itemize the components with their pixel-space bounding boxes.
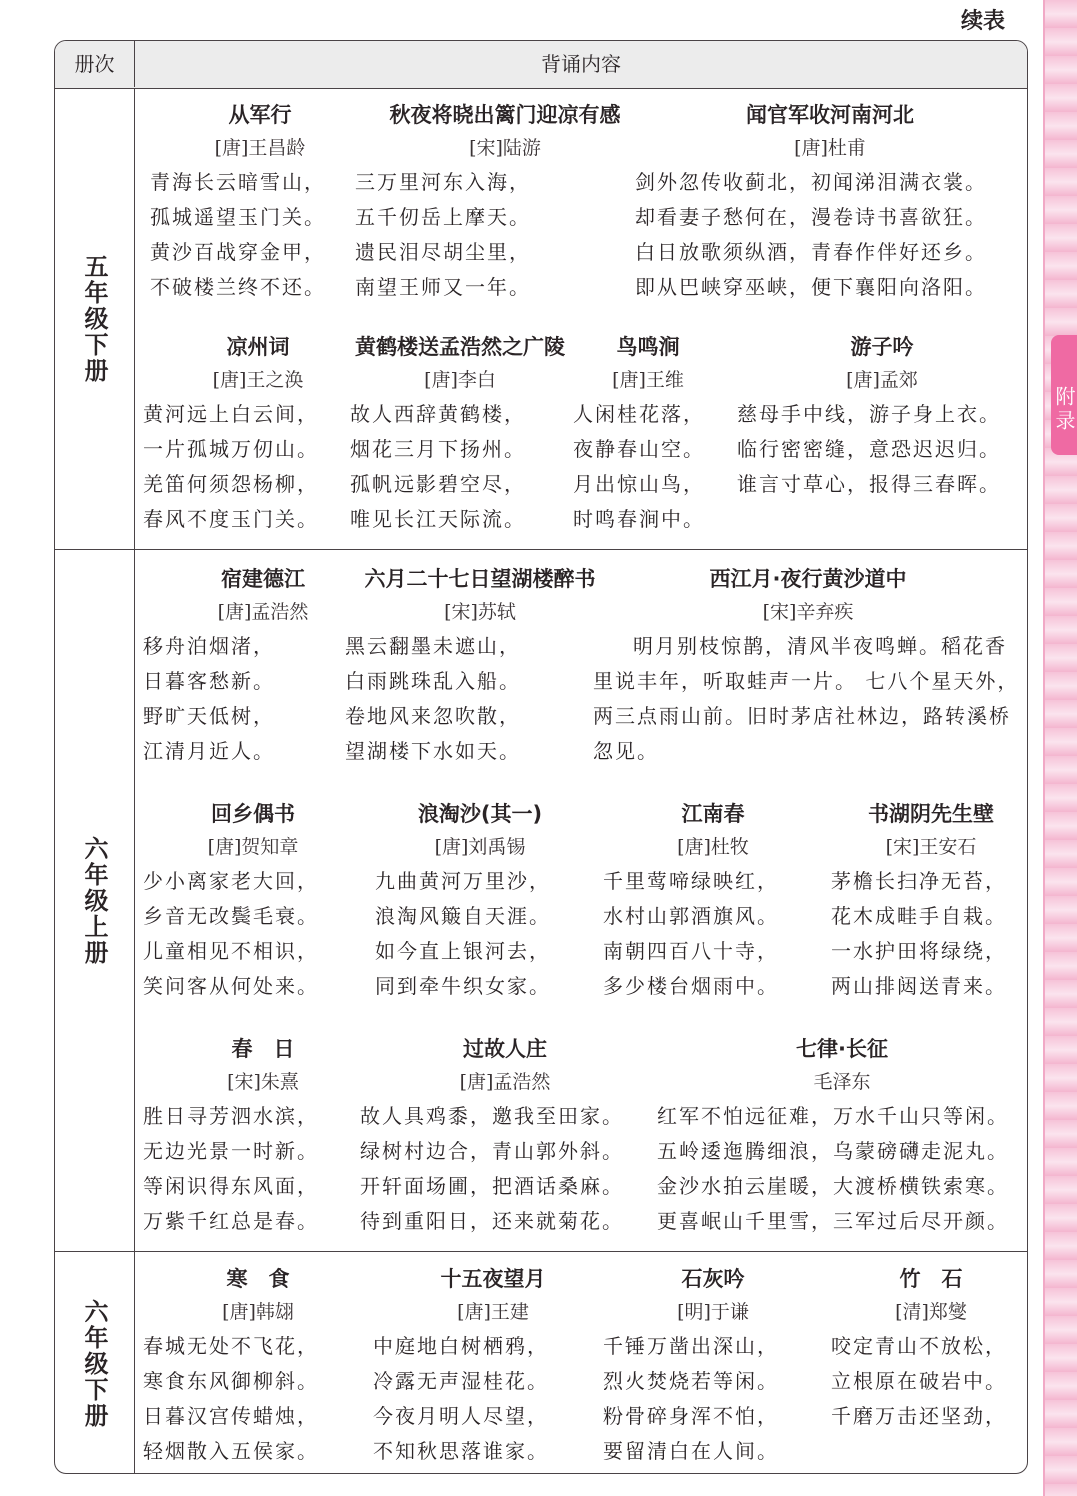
poem-line: 卷地风来忽吹散， — [345, 704, 521, 728]
poem-block — [373, 1263, 613, 1469]
poem-line: 今夜月明人尽望， — [373, 1404, 549, 1428]
poem-line: 绿树村边合，青山郭外斜。 — [360, 1139, 624, 1163]
poem-line: 时鸣春涧中。 — [573, 507, 705, 531]
poem-line: 乡音无改鬓毛衰。 — [143, 904, 319, 928]
poem-line: 更喜岷山千里雪，三军过后尽开颜。 — [657, 1209, 1009, 1233]
poem-line: 故人具鸡黍，邀我至田家。 — [360, 1104, 624, 1128]
poem-line: 浪淘风簸自天涯。 — [375, 904, 551, 928]
poem-line: 白雨跳珠乱入船。 — [345, 669, 521, 693]
poem-line: 等闲识得东风面， — [143, 1174, 319, 1198]
poem-line: 剑外忽传收蓟北，初闻涕泪满衣裳。 — [635, 170, 987, 194]
poem-author: [宋]陆游 — [469, 137, 541, 159]
poem-author: [清]郑燮 — [895, 1301, 967, 1323]
poem-title: 回乡偶书 — [211, 802, 295, 826]
continued-label: 续表 — [960, 9, 1005, 34]
poem-author: [唐]杜甫 — [794, 137, 866, 159]
poem-line: 万紫千红总是春。 — [143, 1209, 319, 1233]
poem-author: [宋]苏轼 — [444, 601, 516, 623]
poem-line: 月出惊山鸟， — [573, 472, 705, 496]
poem-author: [宋]辛弃疾 — [762, 601, 854, 623]
poem-line: 移舟泊烟渚， — [143, 634, 275, 658]
poem-line: 即从巴峡穿巫峡，便下襄阳向洛阳。 — [635, 275, 987, 299]
poem-line: 南望王师又一年。 — [355, 275, 531, 299]
poem-title: 黄鹤楼送孟浩然之广陵 — [355, 335, 565, 359]
poem-title: 春 日 — [231, 1037, 295, 1061]
poem-line: 金沙水拍云崖暖，大渡桥横铁索寒。 — [657, 1174, 1009, 1198]
poem-line: 三万里河东入海， — [355, 170, 531, 194]
poem-block — [573, 331, 723, 537]
poem-line: 孤帆远影碧空尽， — [350, 472, 526, 496]
poem-block — [143, 798, 363, 1004]
poem-title: 浪淘沙(其一) — [417, 802, 543, 826]
poem-block — [831, 798, 1028, 1004]
poem-author: [唐]王之涣 — [212, 369, 304, 391]
poem-title: 宿建德江 — [221, 567, 305, 591]
poem-block — [603, 798, 823, 1004]
poem-block — [593, 563, 1023, 769]
poem-line: 遗民泪尽胡尘里， — [355, 240, 531, 264]
poem-block — [657, 1033, 1027, 1239]
poem-title: 竹 石 — [899, 1267, 963, 1291]
poem-author: [唐]贺知章 — [207, 836, 299, 858]
poem-line: 黄沙百战穿金甲， — [150, 240, 326, 264]
poem-title: 寒 食 — [226, 1267, 290, 1291]
poem-title: 秋夜将晓出篱门迎凉有感 — [389, 103, 621, 127]
poem-title: 书湖阴先生壁 — [868, 802, 994, 826]
poem-block — [375, 798, 585, 1004]
poem-line: 寒食东风御柳斜。 — [143, 1369, 319, 1393]
poem-title: 闻官军收河南河北 — [746, 103, 914, 127]
volume-label-grade5-b: 五年级下册 — [55, 89, 135, 549]
poem-line: 无边光景一时新。 — [143, 1139, 319, 1163]
poem-block — [355, 99, 655, 305]
poem-author: [唐]杜牧 — [677, 836, 749, 858]
poem-line: 千里莺啼绿映红， — [603, 869, 779, 893]
poem-author: [唐]王昌龄 — [214, 137, 306, 159]
poem-author: [宋]朱熹 — [227, 1071, 299, 1093]
poem-author: [唐]孟浩然 — [217, 601, 309, 623]
poem-line: 笑问客从何处来。 — [143, 974, 319, 998]
poem-line: 九曲黄河万里沙， — [375, 869, 551, 893]
poem-line: 羌笛何须怨杨柳， — [143, 472, 319, 496]
poem-line: 要留清白在人间。 — [603, 1439, 779, 1463]
poem-author: [唐]韩翃 — [222, 1301, 294, 1323]
poem-author: [唐]孟浩然 — [459, 1071, 551, 1093]
poem-line: 江清月近人。 — [143, 739, 275, 763]
table-header — [55, 41, 1027, 89]
poem-line: 黑云翻墨未遮山， — [345, 634, 521, 658]
poem-line: 花木成畦手自栽。 — [831, 904, 1007, 928]
row-divider — [55, 549, 1027, 550]
recitation-table — [54, 40, 1028, 1474]
poem-line: 千磨万击还坚劲， — [831, 1404, 1007, 1428]
poem-title: 游子吟 — [850, 335, 914, 359]
poem-block — [150, 99, 370, 305]
poem-title: 西江月·夜行黄沙道中 — [709, 567, 907, 591]
poem-line: 如今直上银河去， — [375, 939, 551, 963]
poem-line: 唯见长江天际流。 — [350, 507, 526, 531]
poem-line: 春风不度玉门关。 — [143, 507, 319, 531]
poem-author: [唐]孟郊 — [846, 369, 918, 391]
poem-line: 故人西辞黄鹤楼， — [350, 402, 526, 426]
poem-title: 七律·长征 — [796, 1037, 888, 1061]
poem-block — [635, 99, 1025, 305]
poem-line: 野旷天低树， — [143, 704, 275, 728]
poem-line: 五千仞岳上摩天。 — [355, 205, 531, 229]
poem-line: 粉骨碎身浑不怕， — [603, 1404, 779, 1428]
poem-line: 临行密密缝，意恐迟迟归。 — [737, 437, 1001, 461]
poem-line: 胜日寻芳泗水滨， — [143, 1104, 319, 1128]
poem-title: 十五夜望月 — [440, 1267, 546, 1291]
row-divider — [55, 1251, 1027, 1252]
poem-block — [350, 331, 570, 537]
poem-line: 黄河远上白云间， — [143, 402, 319, 426]
poem-author: 毛泽东 — [813, 1071, 871, 1093]
poem-line: 立根原在破岩中。 — [831, 1369, 1007, 1393]
poem-line: 少小离家老大回， — [143, 869, 319, 893]
poem-line: 夜静春山空。 — [573, 437, 705, 461]
poem-line: 儿童相见不相识， — [143, 939, 319, 963]
poem-line: 一片孤城万仞山。 — [143, 437, 319, 461]
poem-block — [143, 1263, 373, 1469]
poem-line: 慈母手中线，游子身上衣。 — [737, 402, 1001, 426]
poem-line: 茅檐长扫净无苔， — [831, 869, 1007, 893]
poem-title: 石灰吟 — [681, 1267, 745, 1291]
poem-title: 凉州词 — [226, 335, 290, 359]
poem-text: 明月别枝惊鹊，清风半夜鸣蝉。稻花香里说丰年，听取蛙声一片。 七八个星天外，两三点雨山前。旧时茅店社林边，路转溪桥忽见。 — [593, 634, 1020, 763]
volume-label-grade6-a: 六年级上册 — [55, 550, 135, 1251]
poem-author: [唐]刘禹锡 — [434, 836, 526, 858]
poem-line: 水村山郭酒旗风。 — [603, 904, 779, 928]
poem-line: 望湖楼下水如天。 — [345, 739, 521, 763]
poem-author: [唐]王维 — [612, 369, 684, 391]
poem-line: 千锤万凿出深山， — [603, 1334, 779, 1358]
header-content: 背诵内容 — [541, 52, 621, 76]
poem-line: 轻烟散入五侯家。 — [143, 1439, 319, 1463]
poem-line: 五岭逶迤腾细浪，乌蒙磅礴走泥丸。 — [657, 1139, 1009, 1163]
decorative-pink-border — [1043, 0, 1077, 1496]
poem-author: [宋]王安石 — [885, 836, 977, 858]
poem-title: 六月二十七日望湖楼醉书 — [364, 567, 596, 591]
poem-line: 烟花三月下扬州。 — [350, 437, 526, 461]
poem-line: 烈火焚烧若等闲。 — [603, 1369, 779, 1393]
poem-line: 不知秋思落谁家。 — [373, 1439, 549, 1463]
poem-line: 不破楼兰终不还。 — [150, 275, 326, 299]
poem-line: 红军不怕远征难，万水千山只等闲。 — [657, 1104, 1009, 1128]
poem-line: 一水护田将绿绕， — [831, 939, 1007, 963]
poem-line: 日暮汉宫传蜡烛， — [143, 1404, 319, 1428]
poem-line: 青海长云暗雪山， — [150, 170, 326, 194]
poem-line: 冷露无声湿桂花。 — [373, 1369, 549, 1393]
poem-line: 咬定青山不放松， — [831, 1334, 1007, 1358]
poem-line: 待到重阳日，还来就菊花。 — [360, 1209, 624, 1233]
poem-block — [831, 1263, 1028, 1434]
poem-title: 从军行 — [228, 103, 292, 127]
poem-line: 中庭地白树栖鸦， — [373, 1334, 549, 1358]
appendix-tab[interactable]: 附录 — [1051, 335, 1077, 455]
header-volume: 册次 — [55, 41, 135, 87]
volume-label-grade6-b: 六年级下册 — [55, 1252, 135, 1474]
poem-line: 孤城遥望玉门关。 — [150, 205, 326, 229]
poem-line: 春城无处不飞花， — [143, 1334, 319, 1358]
poem-line: 开轩面场圃，把酒话桑麻。 — [360, 1174, 624, 1198]
poem-block — [360, 1033, 650, 1239]
poem-title: 过故人庄 — [463, 1037, 547, 1061]
poem-line: 同到牵牛织女家。 — [375, 974, 551, 998]
poem-line: 多少楼台烟雨中。 — [603, 974, 779, 998]
poem-title: 鸟鸣涧 — [616, 335, 680, 359]
poem-line: 白日放歌须纵酒，青春作伴好还乡。 — [635, 240, 987, 264]
poem-line: 人闲桂花落， — [573, 402, 705, 426]
poem-title: 江南春 — [681, 802, 745, 826]
poem-block — [143, 331, 373, 537]
poem-line: 谁言寸草心，报得三春晖。 — [737, 472, 1001, 496]
poem-line: 两山排闼送青来。 — [831, 974, 1007, 998]
poem-author: [唐]王建 — [457, 1301, 529, 1323]
poem-line: 日暮客愁新。 — [143, 669, 275, 693]
poem-author: [唐]李白 — [424, 369, 496, 391]
poem-block — [143, 1033, 383, 1239]
poem-line: 却看妻子愁何在，漫卷诗书喜欲狂。 — [635, 205, 987, 229]
poem-block — [603, 1263, 823, 1469]
poem-line: 南朝四百八十寺， — [603, 939, 779, 963]
poem-block — [345, 563, 615, 769]
poem-author: [明]于谦 — [677, 1301, 749, 1323]
poem-block — [737, 331, 1027, 502]
